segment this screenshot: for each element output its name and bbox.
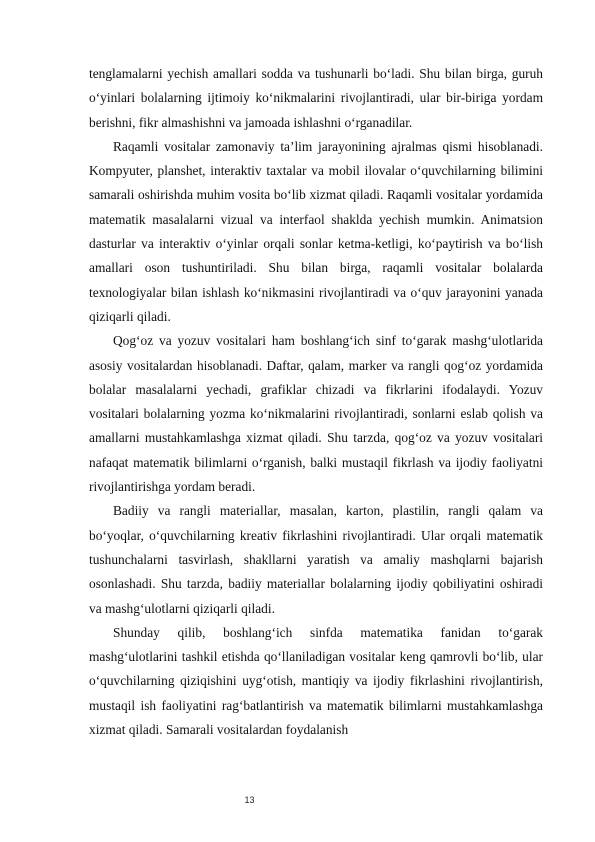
paragraph-3: Qog‘oz va yozuv vositalari ham boshlang‘ich sinf to‘garak mashg‘ulotlarida asosiy vositalardan hisoblanadi. Daftar, qalam, marker va rangli qog‘oz yordamida bolalar masalalarni yechadi, grafiklar chizadi va fikrlarini ifodalaydi. Yozuv vositalari bolalarning yozma ko‘nikmalarini rivojlantiradi, sonlarni eslab qolish va amallarni mustahkamlashga xizmat qiladi. Shu tarzda, qog‘oz va yozuv vositalari nafaqat matematik bilimlarni o‘rganish, balki mustaqil fikrlash va ijodiy faoliyatni rivojlantirishga yordam beradi. — [89, 333, 543, 495]
paragraph-5: Shunday qilib, boshlang‘ich sinfda matematika fanidan to‘garak mashg‘ulotlarini tashkil etishda qo‘llaniladigan vositalar keng qamrovli bo‘lib, ular o‘quvchilarning qiziqishini uyg‘otish, mantiqiy va ijodiy fikrlashini rivojlantirish, mustaqil ish faoliyatini rag‘batlantirish va matematik bilimlarni mustahkamlashga xizmat qiladi. Samarali vositalardan foydalanish — [89, 624, 543, 738]
page-number: 13 — [244, 795, 255, 805]
paragraph-2: Raqamli vositalar zamonaviy ta’lim jarayonining ajralmas qismi hisoblanadi. Kompyuter, planshet, interaktiv taxtalar va mobil ilovalar o‘quvchilarning bilimini samarali oshirishda muhim vosita bo‘lib xizmat qiladi. Raqamli vositalar yordamida matematik masalalarni vizual va interfaol shaklda yechish mumkin. Animatsion dasturlar va interaktiv o‘yinlar orqali sonlar ketma-ketligi, ko‘paytirish va bo‘lish amallari oson tushuntiriladi. Shu bilan birga, raqamli vositalar bolalarda texnologiyalar bilan ishlash ko‘nikmasini rivojlantiradi va o‘quv jarayonini yanada qiziqarli qiladi. — [89, 138, 543, 324]
paragraph-1: tenglamalarni yechish amallari sodda va tushunarli bo‘ladi. Shu bilan birga, guruh o‘yinlari bolalarning ijtimoiy ko‘nikmalarini rivojlantiradi, ular bir-biriga yordam berishni, fikr almashishni va jamoada ishlashni o‘rganadilar. — [89, 66, 543, 130]
paragraph-4: Badiiy va rangli materiallar, masalan, karton, plastilin, rangli qalam va bo‘yoqlar, o‘quvchilarning kreativ fikrlashini rivojlantiradi. Ular orqali matematik tushunchalarni tasvirlash, shakllarni yaratish va amaliy mashqlarni bajarish osonlashadi. Shu tarzda, badiiy materiallar bolalarning ijodiy qobiliyatini oshiradi va mashg‘ulotlarni qiziqarli qiladi. — [89, 503, 543, 616]
body-text — [89, 62, 543, 742]
